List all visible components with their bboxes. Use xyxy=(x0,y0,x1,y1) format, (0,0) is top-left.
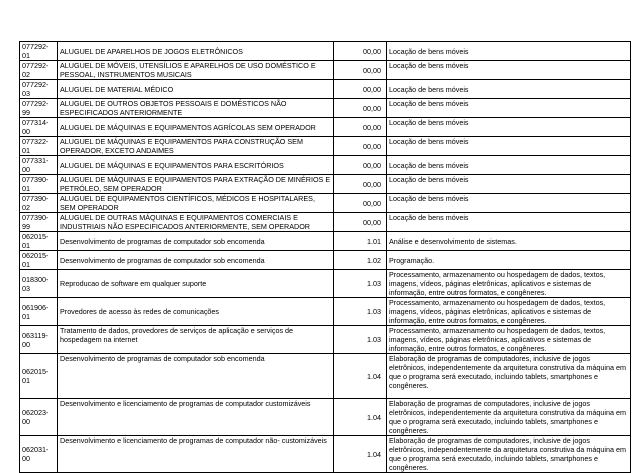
value-cell: 00,00 xyxy=(334,194,387,213)
description-cell: Desenvolvimento de programas de computador sob encomenda xyxy=(58,251,334,270)
category-cell: Locação de bens móveis xyxy=(387,156,631,175)
category-cell: Elaboração de programas de computadores, inclusive de jogos eletrônicos, independentemente da arquitetura construtiva da máquina em que o programa será executado, incluindo tablets, smartphones e congêneres. xyxy=(387,354,631,399)
value-cell: 00,00 xyxy=(334,80,387,99)
description-cell: ALUGUEL DE EQUIPAMENTOS CIENTÍFICOS, MÉDICOS E HOSPITALARES, SEM OPERADOR xyxy=(58,194,334,213)
category-cell: Locação de bens móveis xyxy=(387,61,631,80)
value-cell: 00,00 xyxy=(334,118,387,137)
table-row xyxy=(20,118,631,137)
value-cell: 1.04 xyxy=(334,399,387,436)
code-cell: 077331-00 xyxy=(20,156,58,175)
value-cell: 00,00 xyxy=(334,99,387,118)
table-row xyxy=(20,194,631,213)
table-row xyxy=(20,232,631,251)
value-cell: 1.03 xyxy=(334,326,387,354)
code-cell: 062015-01 xyxy=(20,251,58,270)
code-cell: 077322-01 xyxy=(20,137,58,156)
service-code-table xyxy=(19,41,630,473)
description-cell: ALUGUEL DE MÁQUINAS E EQUIPAMENTOS PARA CONSTRUÇÃO SEM OPERADOR, EXCETO ANDAIMES xyxy=(58,137,334,156)
description-cell: ALUGUEL DE OUTROS OBJETOS PESSOAIS E DOMÉSTICOS NÃO ESPECIFICADOS ANTERIORMENTE xyxy=(58,99,334,118)
category-cell: Locação de bens móveis xyxy=(387,118,631,137)
code-cell: 061906-01 xyxy=(20,298,58,326)
category-cell: Locação de bens móveis xyxy=(387,99,631,118)
code-cell: 077390-01 xyxy=(20,175,58,194)
value-cell: 1.02 xyxy=(334,251,387,270)
description-cell: ALUGUEL DE MÓVEIS, UTENSÍLIOS E APARELHOS DE USO DOMÉSTICO E PESSOAL, INSTRUMENTOS MUSICAIS xyxy=(58,61,334,80)
category-cell: Análise e desenvolvimento de sistemas. xyxy=(387,232,631,251)
table-row xyxy=(20,61,631,80)
table-row xyxy=(20,175,631,194)
description-cell: Tratamento de dados, provedores de serviços de aplicação e serviços de hospedagem na internet xyxy=(58,326,334,354)
code-cell: 077314-00 xyxy=(20,118,58,137)
table-row xyxy=(20,156,631,175)
code-cell: 062023-00 xyxy=(20,399,58,436)
description-cell: Reproducao de software em qualquer suporte xyxy=(58,270,334,298)
description-cell: ALUGUEL DE MÁQUINAS E EQUIPAMENTOS AGRÍCOLAS SEM OPERADOR xyxy=(58,118,334,137)
category-cell: Processamento, armazenamento ou hospedagem de dados, textos, imagens, vídeos, páginas eletrônicas, aplicativos e sistemas de informação, entre outros formatos, e congêneres. xyxy=(387,326,631,354)
value-cell: 00,00 xyxy=(334,156,387,175)
category-cell: Processamento, armazenamento ou hospedagem de dados, textos, imagens, vídeos, páginas eletrônicas, aplicativos e sistemas de informação, entre outros formatos, e congêneres. xyxy=(387,298,631,326)
description-cell: ALUGUEL DE APARELHOS DE JOGOS ELETRÔNICOS xyxy=(58,42,334,61)
table-row xyxy=(20,42,631,61)
description-cell: Desenvolvimento de programas de computador sob encomenda xyxy=(58,232,334,251)
table-row xyxy=(20,270,631,298)
category-cell: Locação de bens móveis xyxy=(387,175,631,194)
code-cell: 018300-03 xyxy=(20,270,58,298)
code-cell: 077292-02 xyxy=(20,61,58,80)
category-cell: Programação. xyxy=(387,251,631,270)
code-cell: 077292-03 xyxy=(20,80,58,99)
table-row xyxy=(20,298,631,326)
code-cell: 062031-00 xyxy=(20,436,58,473)
table-row xyxy=(20,436,631,473)
description-cell: ALUGUEL DE MÁQUINAS E EQUIPAMENTOS PARA ESCRITÓRIOS xyxy=(58,156,334,175)
description-cell: Desenvolvimento e licenciamento de programas de computador customizáveis xyxy=(58,399,334,436)
table-row xyxy=(20,399,631,436)
code-cell: 077292-01 xyxy=(20,42,58,61)
code-cell: 077292-99 xyxy=(20,99,58,118)
value-cell: 1.03 xyxy=(334,298,387,326)
category-cell: Locação de bens móveis xyxy=(387,137,631,156)
code-cell: 077390-02 xyxy=(20,194,58,213)
table-row xyxy=(20,99,631,118)
code-cell: 063119-00 xyxy=(20,326,58,354)
description-cell: ALUGUEL DE MATERIAL MÉDICO xyxy=(58,80,334,99)
table-row xyxy=(20,354,631,399)
code-cell: 077390-99 xyxy=(20,213,58,232)
table-row xyxy=(20,251,631,270)
value-cell: 00,00 xyxy=(334,42,387,61)
value-cell: 1.04 xyxy=(334,436,387,473)
description-cell: Provedores de acesso às redes de comunicações xyxy=(58,298,334,326)
description-cell: Desenvolvimento e licenciamento de programas de computador não- customizáveis xyxy=(58,436,334,473)
category-cell: Locação de bens móveis xyxy=(387,80,631,99)
category-cell: Locação de bens móveis xyxy=(387,194,631,213)
table-row xyxy=(20,80,631,99)
value-cell: 1.03 xyxy=(334,270,387,298)
value-cell: 00,00 xyxy=(334,175,387,194)
table xyxy=(19,41,631,473)
category-cell: Elaboração de programas de computadores, inclusive de jogos eletrônicos, independentemente da arquitetura construtiva da máquina em que o programa será executado, incluindo tablets, smartphones e congêneres. xyxy=(387,399,631,436)
table-row xyxy=(20,137,631,156)
table-row xyxy=(20,326,631,354)
category-cell: Processamento, armazenamento ou hospedagem de dados, textos, imagens, vídeos, páginas eletrônicas, aplicativos e sistemas de informação, entre outros formatos, e congêneres. xyxy=(387,270,631,298)
category-cell: Locação de bens móveis xyxy=(387,42,631,61)
value-cell: 1.01 xyxy=(334,232,387,251)
table-row xyxy=(20,213,631,232)
description-cell: Desenvolvimento de programas de computador sob encomenda xyxy=(58,354,334,399)
description-cell: ALUGUEL DE MÁQUINAS E EQUIPAMENTOS PARA EXTRAÇÃO DE MINÉRIOS E PETRÓLEO, SEM OPERADOR xyxy=(58,175,334,194)
category-cell: Locação de bens móveis xyxy=(387,213,631,232)
value-cell: 00,00 xyxy=(334,61,387,80)
value-cell: 00,00 xyxy=(334,213,387,232)
value-cell: 00,00 xyxy=(334,137,387,156)
value-cell: 1.04 xyxy=(334,354,387,399)
category-cell: Elaboração de programas de computadores, inclusive de jogos eletrônicos, independentemente da arquitetura construtiva da máquina em que o programa será executado, incluindo tablets, smartphones e congêneres. xyxy=(387,436,631,473)
code-cell: 062015-01 xyxy=(20,354,58,399)
code-cell: 062015-01 xyxy=(20,232,58,251)
description-cell: ALUGUEL DE OUTRAS MÁQUINAS E EQUIPAMENTOS COMERCIAIS E INDUSTRIAIS NÃO ESPECIFICADOS ANTERIORMENTE, SEM OPERADOR xyxy=(58,213,334,232)
table-body xyxy=(20,42,631,473)
